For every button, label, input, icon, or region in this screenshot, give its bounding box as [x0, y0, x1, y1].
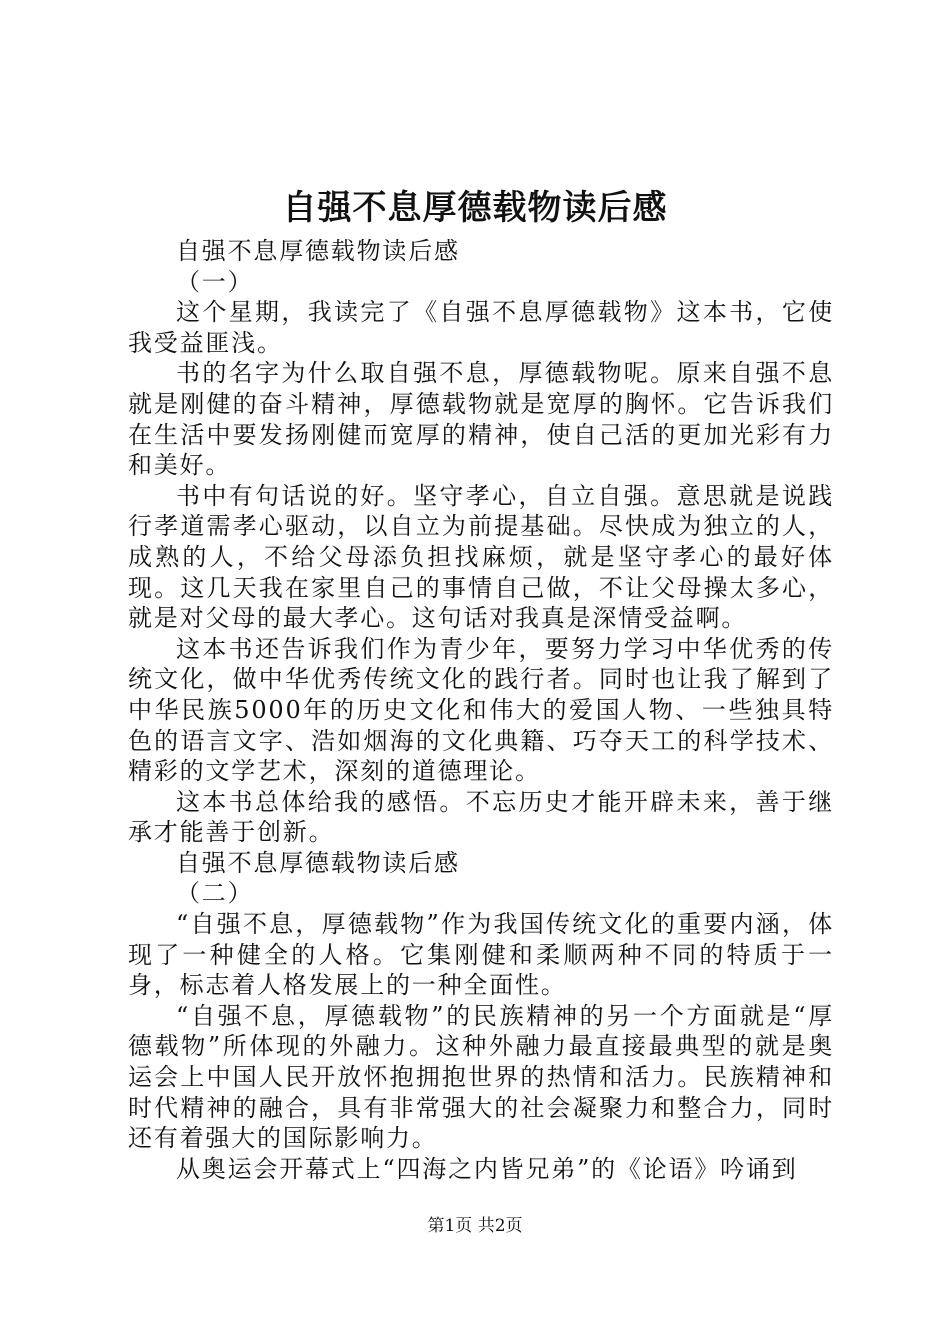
- paragraph: 这个星期，我读完了《自强不息厚德载物》这本书，它使我受益匪浅。: [128, 298, 834, 357]
- paragraph-section-1-marker: （一）: [176, 267, 254, 296]
- paragraph: “自强不息，厚德载物”作为我国传统文化的重要内涵，体现了一种健全的人格。它集刚健和柔顺两种不同的特质于一身，标志着人格发展上的一种全面性。: [128, 910, 834, 1000]
- paragraph: “自强不息，厚德载物”的民族精神的另一个方面就是“厚德载物”所体现的外融力。这种外融力最直接最典型的就是奥运会上中国人民开放怀抱拥抱世界的热情和活力。民族精神和时代精神的融合，具有非常强大的社会凝聚力和整合力，同时还有着强大的国际影响力。: [128, 1001, 834, 1153]
- page-number-footer: 第1页 共2页: [427, 1216, 523, 1236]
- paragraph-subtitle-2: 自强不息厚德载物读后感: [176, 848, 460, 877]
- paragraph: 书的名字为什么取自强不息，厚德载物呢。原来自强不息就是刚健的奋斗精神，厚德载物就是宽厚的胸怀。它告诉我们在生活中要发扬刚健而宽厚的精神，使自己活的更加光彩有力和美好。: [128, 359, 834, 480]
- paragraph-subtitle-1: 自强不息厚德载物读后感: [176, 237, 460, 265]
- paragraph: 这本书还告诉我们作为青少年，要努力学习中华优秀的传统文化，做中华优秀传统文化的践行者。同时也让我了解到了中华民族5000年的历史文化和伟大的爱国人物、一些独具特色的语言文字、浩如烟海的文化典籍、巧夺天工的科学技术、精彩的文学艺术，深刻的道德理论。: [128, 634, 834, 786]
- paragraph: 这本书总体给我的感悟。不忘历史才能开辟未来，善于继承才能善于创新。: [128, 787, 834, 847]
- document-body: [128, 236, 834, 1184]
- paragraph-section-2-marker: （二）: [176, 879, 254, 908]
- paragraph: 书中有句话说的好。坚守孝心，自立自强。意思就是说践行孝道需孝心驱动，以自立为前提基础。尽快成为独立的人，成熟的人，不给父母添负担找麻烦，就是坚守孝心的最好体现。这几天我在家里自己的事情自己做，不让父母操太多心，就是对父母的最大孝心。这句话对我真是深情受益啊。: [128, 481, 834, 633]
- paragraph: 从奥运会开幕式上“四海之内皆兄弟”的《论语》吟诵到: [176, 1154, 798, 1183]
- document-title: 自强不息厚德载物读后感: [282, 188, 668, 228]
